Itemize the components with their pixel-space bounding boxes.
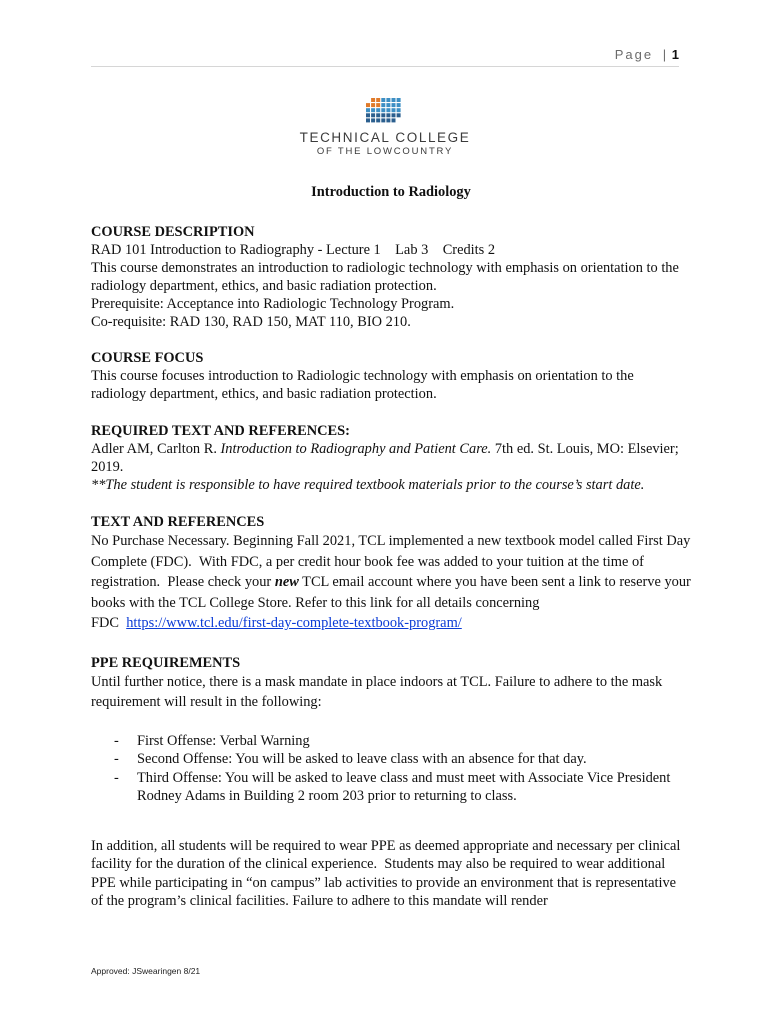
logo-name-line1: TECHNICAL COLLEGE [299,130,471,145]
logo-tile [392,118,396,122]
logo-tile [376,103,380,107]
page-separator: | [662,47,667,62]
logo-tile [381,103,385,107]
logo-tile [397,113,401,117]
logo-tile [386,103,390,107]
logo-tile [366,103,370,107]
citation-title: Introduction to Radiography and Patient Care. [220,441,492,457]
citation-author: Adler AM, Carlton R. [91,441,221,457]
logo-tile [381,113,385,117]
course-focus-heading: COURSE FOCUS [91,350,204,366]
logo-tile [392,98,396,102]
logo-tile [397,103,401,107]
logo-tile [366,108,370,112]
logo-tile [392,113,396,117]
logo-tile [371,113,375,117]
offense-text: First Offense: Verbal Warning [137,732,310,749]
textbook-responsibility-note: **The student is responsible to have required textbook materials prior to the course’s start date. [91,477,645,493]
logo-tile [371,98,375,102]
logo-tile [386,113,390,117]
logo-tile [392,108,396,112]
required-text-section [91,422,691,494]
text-references-paragraph [91,531,691,634]
logo-tile [376,113,380,117]
course-focus-section [91,349,691,403]
fdc-text-start: No Purchase Necessary. Beginning Fall 2021, TCL implemented a new textbook model called First Day Complete (FDC). With FDC, a per credit hour book fee was added to your tuition at the time of registration. Please check your [91,533,691,590]
prerequisite-text: Prerequisite: Acceptance into Radiologic Technology Program. [91,296,455,312]
course-description-text: This course demonstrates an introduction to radiologic technology with emphasis on orientation to the radiology department, ethics, and basic radiation protection. [91,260,679,294]
logo-tile [386,118,390,122]
logo-tile [381,118,385,122]
ppe-section [91,654,691,911]
logo-tile [371,108,375,112]
logo-tile [371,103,375,107]
logo-tile [376,118,380,122]
document-title: Introduction to Radiology [311,184,471,200]
corequisite-text: Co-requisite: RAD 130, RAD 150, MAT 110, BIO 210. [91,314,411,330]
offense-text: Third Offense: You will be asked to leave class and must meet with Associate Vice President Rodney Adams in Building 2 room 203 prior to returning to class. [137,769,671,804]
header-divider [91,66,679,67]
list-bullet: - [114,769,119,786]
logo-tile [386,108,390,112]
college-logo [0,98,770,158]
offense-text: Second Offense: You will be asked to leave class with an absence for that day. [137,751,587,767]
list-item [91,732,691,751]
citation-details: 7th ed. St. Louis, MO: Elsevier; 2019. [91,441,679,475]
ppe-intro-text: Until further notice, there is a mask mandate in place indoors at TCL. Failure to adhere to the mask requirement will result in the following: [91,673,663,710]
list-item [91,769,691,806]
fdc-text-end: TCL email account where you have been sent a link to reserve your books with the TCL College Store. Refer to this link for all details concerning FDC [91,574,691,631]
college-logo-icon [366,98,404,126]
approval-footer: Approved: JSwearingen 8/21 [91,966,201,976]
text-references-heading: TEXT AND REFERENCES [91,514,265,530]
logo-tile [371,118,375,122]
list-item [91,750,691,769]
offense-list [91,732,691,806]
logo-tile [386,98,390,102]
logo-tile [376,108,380,112]
list-bullet: - [114,732,119,749]
course-focus-text: This course focuses introduction to Radiologic technology with emphasis on orientation to the radiology department, ethics, and basic radiation protection. [91,368,634,402]
logo-tile [381,98,385,102]
logo-tile [381,108,385,112]
logo-tile [392,103,396,107]
course-description-heading: COURSE DESCRIPTION [91,224,255,240]
list-bullet: - [114,751,119,767]
page-number [615,47,679,62]
course-description-section [91,223,691,331]
textbook-citation [91,440,691,476]
required-text-heading: REQUIRED TEXT AND REFERENCES: [91,423,350,439]
page-number-value: 1 [671,47,679,62]
logo-tile [366,118,370,122]
new-emphasis: new [274,574,299,590]
logo-tile [366,113,370,117]
fdc-program-link[interactable]: https://www.tcl.edu/first-day-complete-textbook-program/ [126,615,462,631]
logo-tile [397,98,401,102]
logo-tile [397,108,401,112]
text-references-section [91,513,691,634]
ppe-heading: PPE REQUIREMENTS [91,654,241,671]
page-label: Page [614,47,654,62]
ppe-closing-text: In addition, all students will be required to wear PPE as deemed appropriate and necessary per clinical facility for the duration of the clinical experience. Students may also be required to wear additional PPE while participating in “on campus” lab activities to provide an environment that is representative of the program’s clinical facilities. Failure to adhere to this mandate will render [91,837,681,909]
logo-tile [376,98,380,102]
course-credits-line: RAD 101 Introduction to Radiography - Lecture 1 Lab 3 Credits 2 [91,242,496,258]
logo-name-line2: OF THE LOWCOUNTRY [316,146,454,157]
document-body [91,183,691,911]
